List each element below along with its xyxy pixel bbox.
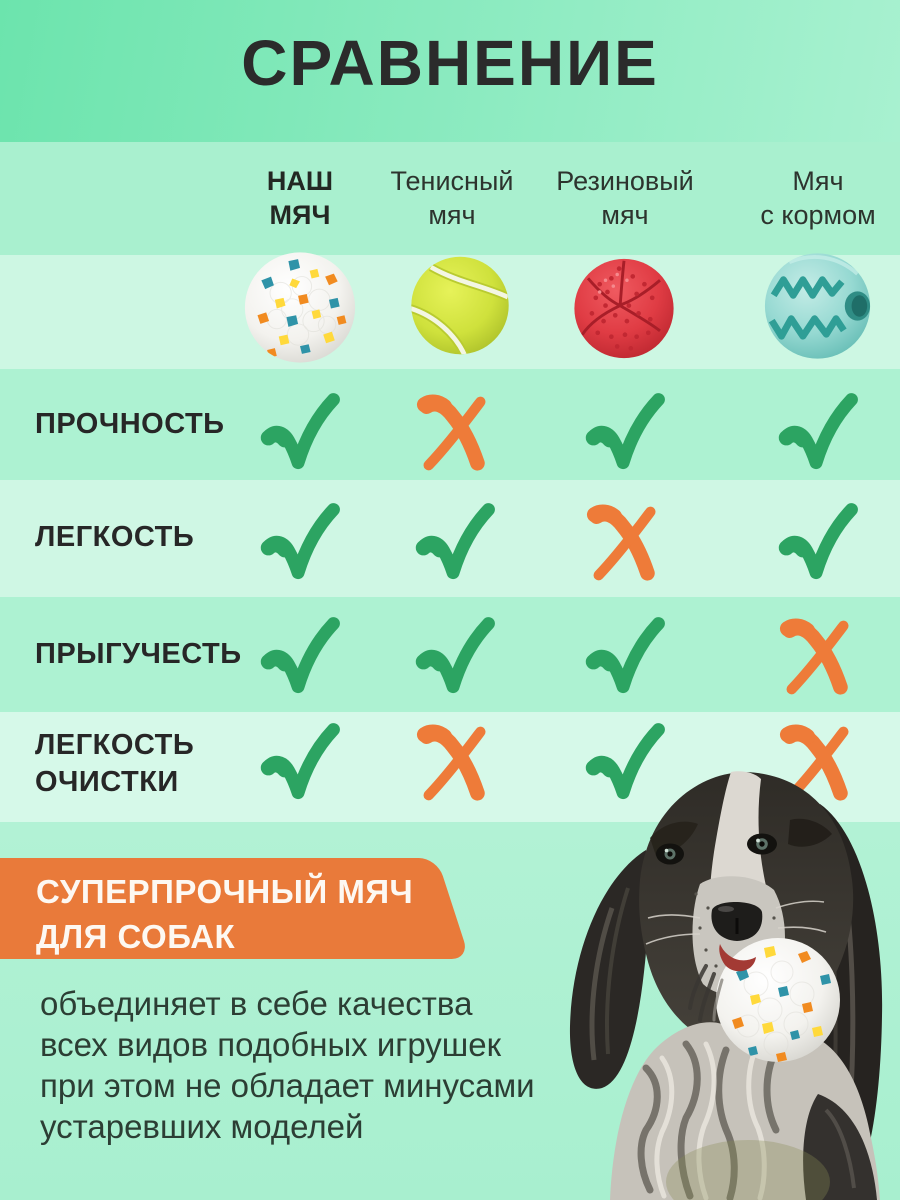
confetti-ball [242, 250, 358, 371]
mark-cell [409, 497, 501, 589]
mark-cell [579, 387, 671, 479]
promo-banner-text [36, 869, 413, 959]
column-header-line2: МЯЧ [269, 200, 331, 230]
mark-cell [772, 387, 864, 479]
check-icon [581, 388, 669, 478]
column-header-tennis-ball [391, 164, 514, 232]
check-icon [774, 388, 862, 478]
mark-cell [409, 717, 501, 809]
promo-banner-line1: СУПЕРПРОЧНЫЙ МЯЧ [36, 873, 414, 910]
description-line: всех видов подобных игрушек [40, 1026, 502, 1063]
mark-cell [254, 717, 346, 809]
row-label-line1: ЛЕГКОСТЬ [35, 729, 195, 761]
mark-cell [254, 387, 346, 479]
promo-banner-line2: ДЛЯ СОБАК [36, 918, 236, 955]
check-icon [256, 498, 344, 588]
mark-cell [254, 611, 346, 703]
column-header-line1: Мяч [792, 166, 844, 196]
puppy-photo [550, 758, 900, 1200]
mark-cell [579, 611, 671, 703]
row-label-ease-of-cleaning [35, 727, 194, 801]
row-label-line1: ЛЕГКОСТЬ [35, 521, 195, 553]
mark-cell [772, 611, 864, 703]
column-header-food-ball [760, 164, 875, 232]
row-label-lightness [35, 519, 194, 556]
row-label-line2: ОЧИСТКИ [35, 766, 179, 798]
tennis-ball [409, 254, 512, 362]
check-icon [256, 388, 344, 478]
cross-icon [778, 614, 858, 700]
description-line: при этом не обладает минусами [40, 1067, 535, 1104]
column-header-line1: Тенисный [390, 166, 514, 196]
description-line: устаревших моделей [40, 1108, 364, 1145]
treat-dispenser-ball [762, 251, 874, 368]
row-label-bounciness [35, 636, 242, 673]
check-icon [774, 498, 862, 588]
column-header-line2: мяч [601, 200, 649, 230]
mark-cell [772, 497, 864, 589]
cross-icon [415, 390, 495, 476]
check-icon [411, 612, 499, 702]
treat-ball-image [762, 251, 874, 363]
cross-icon [415, 720, 495, 806]
check-icon [581, 612, 669, 702]
column-header-line2: с кормом [760, 200, 876, 230]
column-header-our-ball [267, 164, 333, 232]
mark-cell [579, 497, 671, 589]
row-label-durability [35, 406, 225, 443]
check-icon [411, 498, 499, 588]
mark-cell [409, 387, 501, 479]
mark-cell [254, 497, 346, 589]
tennis-ball-image [409, 254, 512, 357]
column-header-rubber-ball [556, 164, 693, 232]
row-label-line1: ПРОЧНОСТЬ [35, 408, 225, 440]
check-icon [256, 612, 344, 702]
rubber-spike-ball [571, 255, 678, 367]
column-header-line1: Резиновый [556, 166, 694, 196]
rubber-ball-image [571, 255, 678, 362]
row-label-line1: ПРЫГУЧЕСТЬ [35, 638, 242, 670]
column-header-line2: мяч [428, 200, 476, 230]
description-text [40, 983, 535, 1147]
check-icon [256, 718, 344, 808]
cross-icon [585, 500, 665, 586]
page-title: СРАВНЕНИЕ [241, 27, 659, 99]
description-line: объединяет в себе качества [40, 985, 473, 1022]
column-header-line1: НАШ [266, 166, 334, 196]
confetti-ball-image [242, 250, 358, 366]
mark-cell [409, 611, 501, 703]
puppy-with-ball-image [550, 758, 900, 1200]
